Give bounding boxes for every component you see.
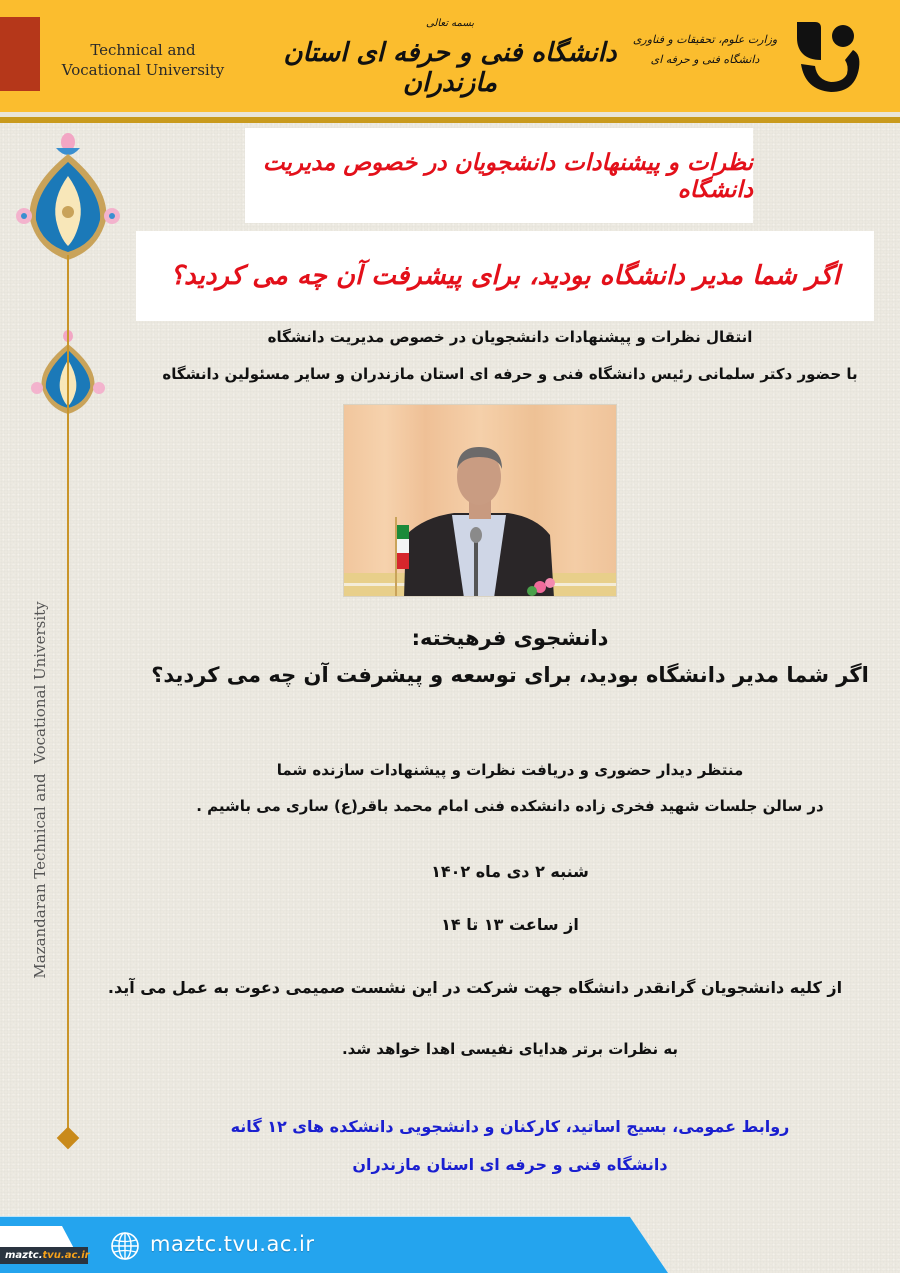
website-url-link[interactable]: maztc.tvu.ac.ir xyxy=(150,1232,315,1256)
ministry-label xyxy=(630,30,780,70)
question-text: اگر شما مدیر دانشگاه بودید، برای پیشرفت آن چه می کردید؟ xyxy=(170,261,840,291)
side-diamond-icon xyxy=(57,1127,80,1150)
ministry-line1: وزارت علوم، تحقیقات و فناوری xyxy=(632,33,778,46)
english-brand xyxy=(48,40,238,80)
headline-text: نظرات و پیشنهادات دانشجویان در خصوص مدیریت دانشگاه xyxy=(262,148,753,203)
body-line1: منتظر دیدار حضوری و دریافت نظرات و پیشنهادات سازنده شما xyxy=(276,761,744,779)
question-banner xyxy=(136,231,874,321)
globe-icon xyxy=(110,1231,140,1261)
tvu-logo-icon xyxy=(793,16,863,96)
invitation-line1: از کلیه دانشجویان گرانقدر دانشگاه جهت شرکت در این نشست صمیمی دعوت به عمل می آید. xyxy=(107,978,843,997)
body-line2: در سالن جلسات شهید فخری زاده دانشکده فنی امام محمد باقر(ع) ساری می باشیم . xyxy=(196,797,824,815)
university-title: دانشگاه فنی و حرفه ای استان مازندران xyxy=(283,38,617,98)
event-date: شنبه ۲ دی ماه ۱۴۰۲ xyxy=(431,862,589,881)
header xyxy=(0,0,900,112)
side-decorative-line xyxy=(67,255,69,1135)
footer-website-badge[interactable] xyxy=(0,1247,88,1264)
speaker-photo xyxy=(343,404,617,597)
intro-line1: انتقال نظرات و پیشنهادات دانشجویان در خصوص مدیریت دانشگاه xyxy=(267,328,753,346)
heading-line1: دانشجوی فرهیخته: xyxy=(411,626,609,650)
speaker-portrait-illustration xyxy=(344,405,617,597)
intro-line2: با حضور دکتر سلمانی رئیس دانشگاه فنی و حرفه ای استان مازندران و سایر مسئولین دانشگاه xyxy=(162,365,858,383)
footer-top-line xyxy=(0,1216,630,1217)
badge-prefix: maztc. xyxy=(5,1250,43,1261)
header-accent-block xyxy=(0,17,40,91)
bismillah: بسمه تعالی xyxy=(425,18,475,29)
signature-line2: دانشگاه فنی و حرفه ای استان مازندران xyxy=(352,1155,668,1174)
ministry-line2: دانشگاه فنی و حرفه ای xyxy=(650,53,760,66)
footer-band xyxy=(0,1217,668,1273)
english-brand-line2: Vocational University xyxy=(61,61,225,79)
badge-suffix: tvu.ac.ir xyxy=(42,1250,90,1261)
header-divider-gold xyxy=(0,117,900,123)
heading-line2: اگر شما مدیر دانشگاه بودید، برای توسعه و پیشرفت آن چه می کردید؟ xyxy=(151,663,869,687)
invitation-line2: به نظرات برتر هدایای نفیسی اهدا خواهد شد. xyxy=(341,1040,679,1058)
event-time: از ساعت ۱۳ تا ۱۴ xyxy=(441,915,579,934)
vertical-university-name: Mazandaran Technical and Vocational University xyxy=(31,601,49,979)
english-brand-line1: Technical and xyxy=(90,41,196,59)
headline-banner xyxy=(245,128,753,223)
signature-line1: روابط عمومی، بسیج اساتید، کارکنان و دانشجویی دانشکده های ۱۲ گانه xyxy=(230,1117,790,1136)
